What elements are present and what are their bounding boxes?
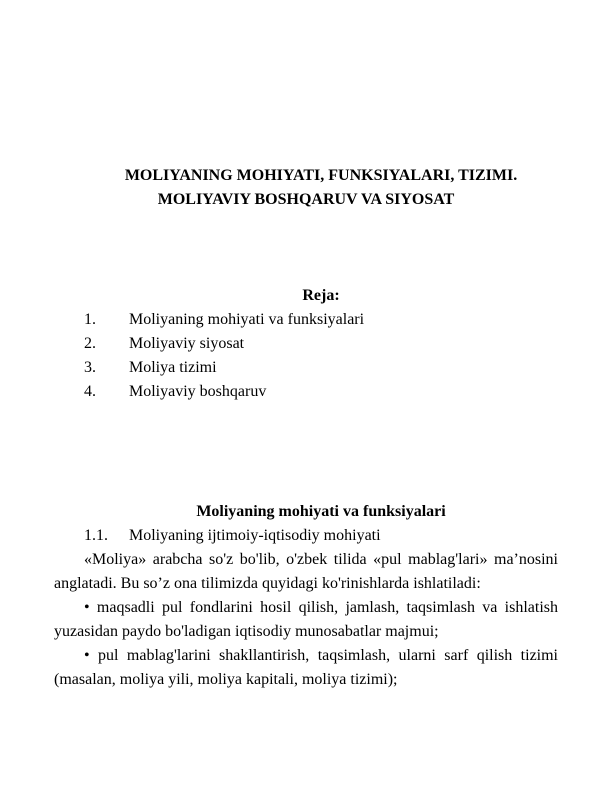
subsection-title: Moliyaning ijtimoiy-iqtisodiy mohiyati — [129, 527, 381, 544]
spacer — [54, 212, 558, 284]
bullet-text: maqsadli pul fondlarini hosil qilish, jamlash, taqsimlash va ishlatish yuzasidan paydo bo'ladigan iqtisodiy munosabatlar majmui; — [54, 599, 559, 640]
plan-item-number: 1. — [84, 311, 96, 328]
subsection-line — [54, 524, 558, 548]
section-heading: Moliyaning mohiyati va funksiyalari — [196, 503, 446, 520]
plan-item-label: Moliyaviy boshqaruv — [129, 383, 267, 400]
bullet-paragraph — [54, 644, 558, 692]
plan-item — [54, 356, 558, 380]
plan-item-number: 4. — [84, 383, 96, 400]
plan-item-label: Moliyaviy siyosat — [129, 335, 245, 352]
subsection-number: 1.1. — [84, 527, 108, 544]
plan-item-number: 3. — [84, 359, 96, 376]
plan-heading: Reja: — [302, 287, 340, 304]
plan-item — [54, 308, 558, 332]
spacer — [54, 404, 558, 500]
bullet-marker: • — [84, 647, 90, 664]
bullet-marker: • — [84, 599, 90, 616]
plan-item-number: 2. — [84, 335, 96, 352]
plan-item — [54, 380, 558, 404]
intro-paragraph: «Moliya» arabcha so'z bo'lib, o'zbek tilida «pul mablag'lari» ma’nosini anglatadi. Bu so’z ona tilimizda quyidagi ko'rinishlarda ishlatiladi: — [54, 551, 558, 592]
plan-item — [54, 332, 558, 356]
bullet-paragraph — [54, 596, 558, 644]
document-title: MOLIYANING MOHIYATI, FUNKSIYALARI, TIZIMI. MOLIYAVIY BOSHQARUV VA SIYOSAT — [124, 167, 518, 208]
plan-item-label: Moliya tizimi — [129, 359, 217, 376]
plan-item-label: Moliyaning mohiyati va funksiyalari — [129, 311, 365, 328]
bullet-text: pul mablag'larini shakllantirish, taqsimlash, ularni sarf qilish tizimi (masalan, moliya yili, moliya kapitali, moliya tizimi); — [54, 647, 559, 688]
